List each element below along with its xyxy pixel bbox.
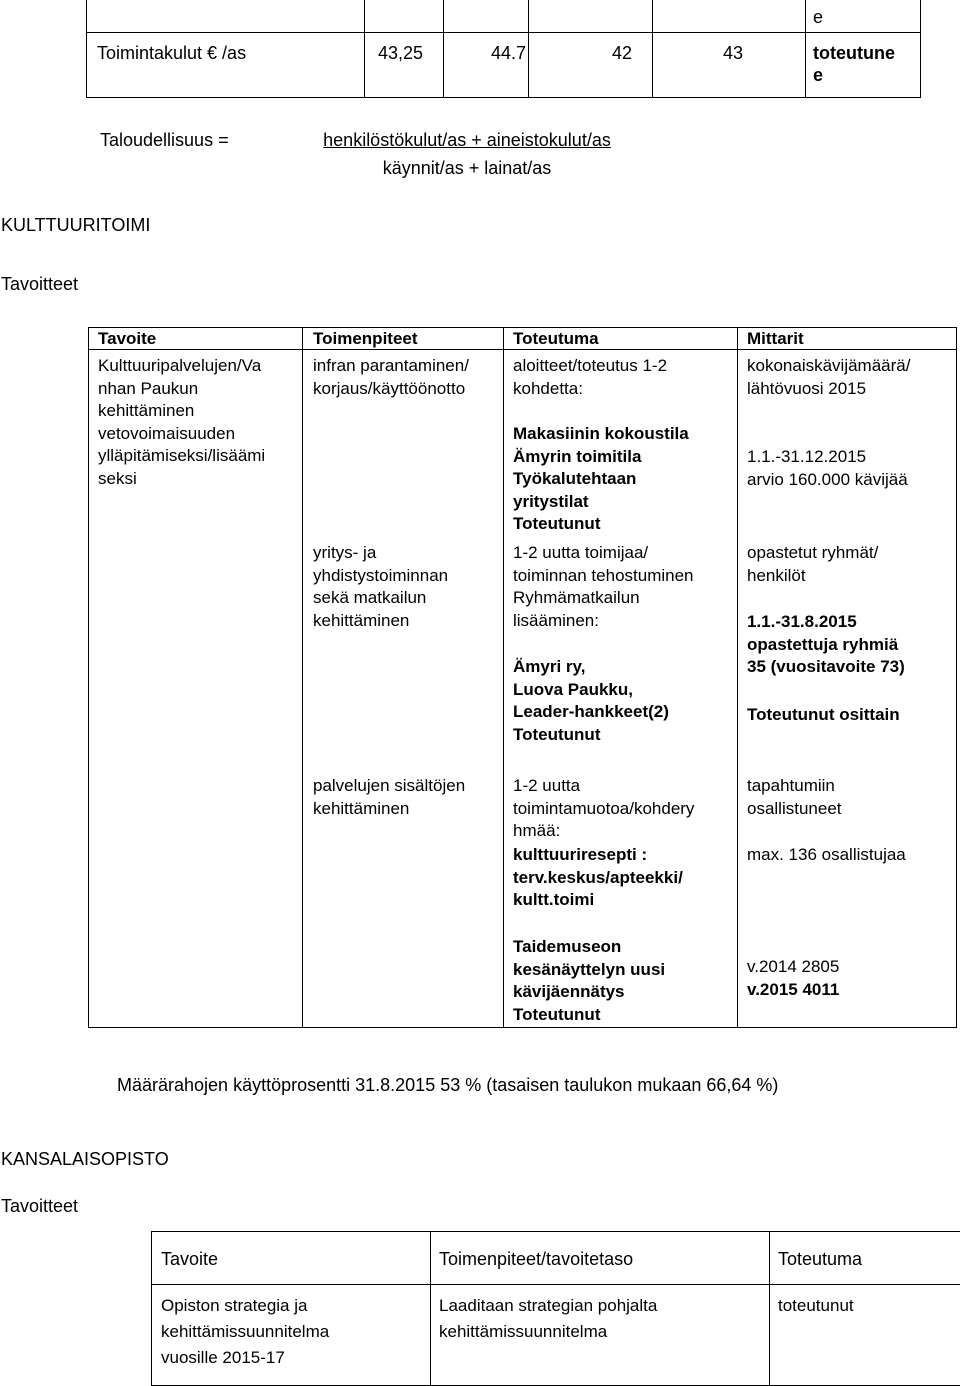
value-cell: 42 (612, 43, 633, 63)
mittari-cell: opastetut ryhmät/ henkilöt (747, 543, 879, 585)
formula-label: Taloudellisuus = (100, 130, 229, 150)
divider (302, 328, 303, 1027)
header-toimenpiteet: Toimenpiteet (313, 329, 418, 348)
divider (769, 1232, 770, 1385)
toimenpide-cell: yritys- ja yhdistystoiminnan sekä matkailun kehittäminen (313, 543, 449, 630)
divider (805, 0, 806, 97)
header-tavoite: Tavoite (161, 1249, 219, 1269)
toteutuma-detail: Ämyri ry, Luova Paukku, Leader-hankkeet(2) Toteutunut (513, 657, 669, 744)
tavoite-cell: Kulttuuripalvelujen/Va nhan Paukun kehittäminen vetovoimaisuuden ylläpitämiseksi/lisäämi seksi (98, 356, 266, 488)
value-cell: 44.7 (491, 43, 527, 63)
toteutuma-cell: 1-2 uutta toimintamuotoa/kohdery hmää: (513, 776, 695, 840)
toteutuma-cell: 1-2 uutta toimijaa/ toiminnan tehostuminen Ryhmämatkailun lisääminen: (513, 543, 694, 630)
mittari-status: Toteutunut osittain (747, 705, 900, 724)
section-subheading: Tavoitteet (1, 274, 79, 294)
header-toteutuma: Toteutuma (778, 1249, 863, 1269)
toteutuma-cell: aloitteet/toteutus 1-2 kohdetta: (513, 356, 668, 398)
mittari-year: v.2014 2805 (747, 957, 840, 976)
value-cell: 43 (723, 43, 744, 63)
tavoite-cell: Opiston strategia ja kehittämissuunnitelma vuosille 2015-17 (161, 1296, 330, 1367)
budget-table (86, 0, 921, 98)
divider (652, 0, 653, 97)
divider (503, 328, 504, 1027)
toimenpide-cell: infran parantaminen/ korjaus/käyttöönotto (313, 356, 469, 398)
mittari-detail: 1.1.-31.8.2015 opastettuja ryhmiä 35 (vuositavoite 73) (747, 612, 905, 676)
section-subheading: Tavoitteet (1, 1196, 79, 1216)
header-tavoite: Tavoite (98, 329, 157, 348)
header-cell: e (813, 7, 824, 27)
mittari-cell: tapahtumiin osallistuneet (747, 776, 842, 818)
budget-usage-text: Määrärahojen käyttöprosentti 31.8.2015 53 % (tasaisen taulukon mukaan 66,64 %) (117, 1075, 779, 1095)
divider (364, 0, 365, 97)
formula-denominator: käynnit/as + lainat/as (382, 158, 552, 178)
mittari-cell: kokonaiskävijämäärä/ lähtövuosi 2015 (747, 356, 911, 398)
divider (152, 1284, 960, 1285)
header-toteutuma: Toteutuma (513, 329, 599, 348)
divider (737, 328, 738, 1027)
mittari-year: v.2015 4011 (747, 980, 840, 999)
toimenpide-cell: Laaditaan strategian pohjalta kehittämissuunnitelma (439, 1296, 658, 1341)
toteutuma-detail: Makasiinin kokoustila Ämyrin toimitila Työkalutehtaan yritystilat Toteutunut (513, 424, 689, 533)
toteutuma-cell: toteutunut (778, 1296, 854, 1315)
toteutuma-detail: kulttuuriresepti : terv.keskus/apteekki/ kultt.toimi (513, 845, 683, 909)
section-heading: KULTTUURITOIMI (1, 215, 151, 235)
row-label: Toimintakulut € /as (97, 43, 247, 63)
divider (443, 0, 444, 97)
header-toimenpiteet: Toimenpiteet/tavoitetaso (439, 1249, 634, 1269)
kansalaisopisto-table (151, 1231, 960, 1386)
kulttuuri-table (88, 327, 957, 1028)
divider (430, 1232, 431, 1385)
toteutuma-detail: Taidemuseon kesänäyttelyn uusi kävijäennätys Toteutunut (513, 937, 666, 1024)
toimenpide-cell: palvelujen sisältöjen kehittäminen (313, 776, 466, 818)
mittari-detail: max. 136 osallistujaa (747, 845, 906, 864)
formula-numerator: henkilöstökulut/as + aineistokulut/as (323, 130, 611, 150)
header-mittarit: Mittarit (747, 329, 804, 348)
section-heading: KANSALAISOPISTO (1, 1149, 169, 1169)
divider (87, 32, 920, 33)
status-cell: toteutune e (813, 43, 895, 85)
mittari-detail: 1.1.-31.12.2015 arvio 160.000 kävijää (747, 447, 908, 489)
divider (528, 0, 529, 97)
value-cell: 43,25 (378, 43, 424, 63)
